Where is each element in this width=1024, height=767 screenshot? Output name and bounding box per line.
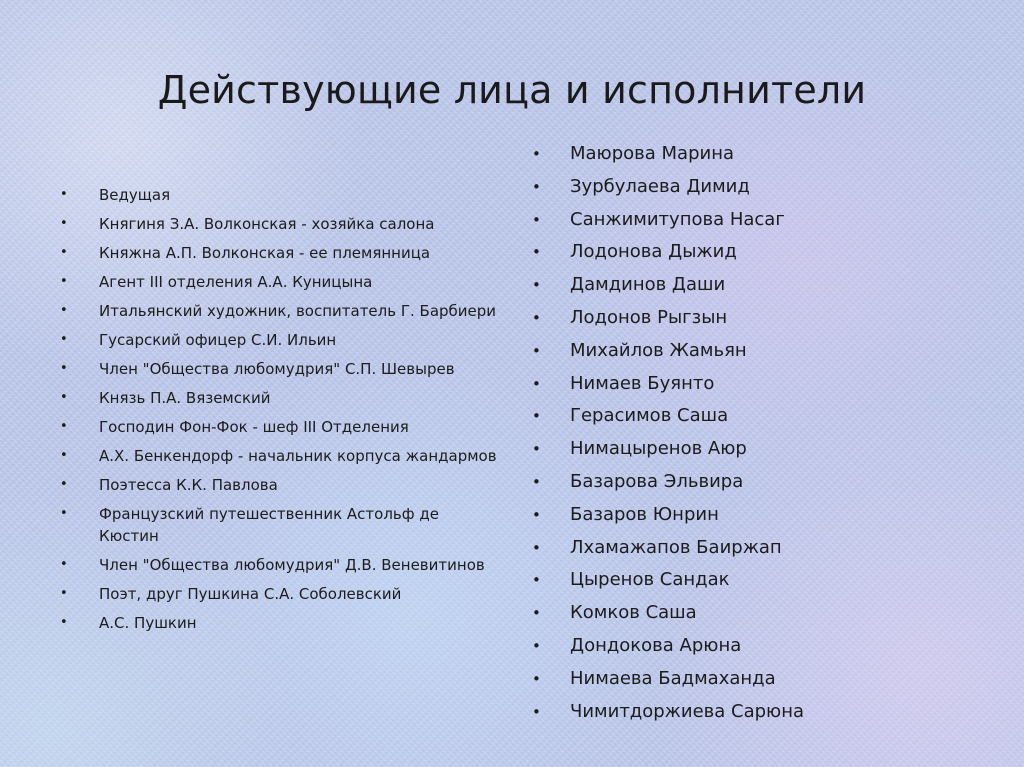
- bullet-icon: •: [60, 361, 68, 376]
- performer-name: Дамдинов Даши: [570, 274, 726, 296]
- role-text: Поэт, друг Пушкина С.А. Соболевский: [99, 585, 402, 603]
- list-item: [60, 184, 500, 206]
- roles-list: [60, 184, 500, 641]
- performer-name: Зурбулаева Димид: [570, 175, 750, 197]
- bullet-icon: •: [60, 303, 68, 318]
- slide-title: Действующие лица и исполнители: [157, 68, 867, 112]
- list-item: [532, 535, 972, 561]
- bullet-icon: •: [60, 245, 68, 260]
- bullet-icon: •: [60, 216, 68, 231]
- bullet-icon: •: [60, 274, 68, 289]
- list-item: [532, 567, 972, 593]
- bullet-icon: •: [532, 505, 541, 524]
- list-item: [60, 271, 500, 293]
- list-item: [60, 329, 500, 351]
- performer-name: Комков Саша: [570, 602, 697, 624]
- bullet-icon: •: [532, 571, 541, 590]
- performer-name: Базаров Юнрин: [570, 503, 719, 525]
- bullet-icon: •: [532, 308, 541, 327]
- role-text: Княжна А.П. Волконская - ее племянница: [99, 244, 431, 262]
- bullet-icon: •: [60, 332, 68, 347]
- list-item: [60, 503, 500, 547]
- list-item: [60, 387, 500, 409]
- list-item: [532, 338, 972, 364]
- performer-name: Лодонов Рыгзын: [570, 306, 728, 328]
- role-text: Член "Общества любомудрия" Д.В. Веневитинов: [99, 556, 485, 574]
- list-item: [60, 554, 500, 576]
- list-item: [60, 213, 500, 235]
- role-text: Князь П.А. Вяземский: [99, 389, 271, 407]
- bullet-icon: •: [60, 448, 68, 463]
- list-item: [532, 141, 972, 167]
- bullet-icon: •: [60, 477, 68, 492]
- bullet-icon: •: [532, 177, 541, 196]
- bullet-icon: •: [60, 615, 68, 630]
- role-text: Княгиня З.А. Волконская - хозяйка салона: [99, 215, 435, 233]
- list-item: [532, 207, 972, 233]
- bullet-icon: •: [532, 440, 541, 459]
- bullet-icon: •: [532, 669, 541, 688]
- performer-name: Санжимитупова Насаг: [570, 208, 785, 230]
- bullet-icon: •: [532, 374, 541, 393]
- list-item: [532, 371, 972, 397]
- list-item: [60, 445, 500, 467]
- list-item: [60, 583, 500, 605]
- performer-name: Нимаев Буянто: [570, 372, 715, 394]
- list-item: [60, 416, 500, 438]
- performer-name: Базарова Эльвира: [570, 470, 744, 492]
- bullet-icon: •: [532, 210, 541, 229]
- list-item: [532, 239, 972, 265]
- bullet-icon: •: [532, 702, 541, 721]
- bullet-icon: •: [532, 538, 541, 557]
- bullet-icon: •: [60, 390, 68, 405]
- list-item: [532, 633, 972, 659]
- bullet-icon: •: [60, 419, 68, 434]
- performer-name: Нимаева Бадмаханда: [570, 667, 776, 689]
- bullet-icon: •: [60, 557, 68, 572]
- role-text: Французский путешественник Астольф де Кюстин: [99, 505, 439, 545]
- bullet-icon: •: [532, 407, 541, 426]
- list-item: [532, 600, 972, 626]
- bullet-icon: •: [60, 187, 68, 202]
- performer-name: Лхамажапов Баиржап: [570, 536, 782, 558]
- role-text: Господин Фон-Фок - шеф III Отделения: [99, 418, 409, 436]
- list-item: [60, 358, 500, 380]
- list-item: [532, 174, 972, 200]
- performer-name: Чимитдоржиева Сарюна: [570, 700, 805, 722]
- bullet-icon: •: [532, 341, 541, 360]
- role-text: Член "Общества любомудрия" С.П. Шевырев: [99, 360, 455, 378]
- performer-name: Герасимов Саша: [570, 405, 729, 427]
- bullet-icon: •: [532, 243, 541, 262]
- performers-list: [532, 141, 972, 731]
- performer-name: Михайлов Жамьян: [570, 339, 747, 361]
- performer-name: Маюрова Марина: [570, 143, 734, 164]
- list-item: [60, 300, 500, 322]
- bullet-icon: •: [532, 145, 541, 163]
- list-item: [532, 272, 972, 298]
- bullet-icon: •: [532, 604, 541, 623]
- list-item: [532, 502, 972, 528]
- role-text: Гусарский офицер С.И. Ильин: [99, 331, 337, 349]
- role-text: А.С. Пушкин: [99, 614, 197, 632]
- role-text: Итальянский художник, воспитатель Г. Барбиери: [99, 302, 497, 320]
- role-text: А.Х. Бенкендорф - начальник корпуса жандармов: [99, 447, 497, 465]
- bullet-icon: •: [60, 586, 68, 601]
- list-item: [60, 612, 500, 634]
- list-item: [60, 474, 500, 496]
- list-item: [532, 436, 972, 462]
- list-item: [60, 242, 500, 264]
- list-item: [532, 666, 972, 692]
- performer-name: Лодонова Дыжид: [570, 241, 737, 263]
- bullet-icon: •: [532, 472, 541, 491]
- role-text: Агент III отделения А.А. Куницына: [99, 273, 373, 291]
- performer-name: Нимацыренов Аюр: [570, 438, 747, 460]
- list-item: [532, 469, 972, 495]
- list-item: [532, 305, 972, 331]
- performer-name: Цыренов Сандак: [570, 569, 730, 591]
- list-item: [532, 403, 972, 429]
- role-text: Ведущая: [99, 186, 171, 204]
- bullet-icon: •: [532, 276, 541, 295]
- list-item: [532, 699, 972, 725]
- performer-name: Дондокова Арюна: [570, 634, 742, 656]
- role-text: Поэтесса К.К. Павлова: [99, 476, 278, 494]
- bullet-icon: •: [532, 636, 541, 655]
- bullet-icon: •: [60, 506, 68, 521]
